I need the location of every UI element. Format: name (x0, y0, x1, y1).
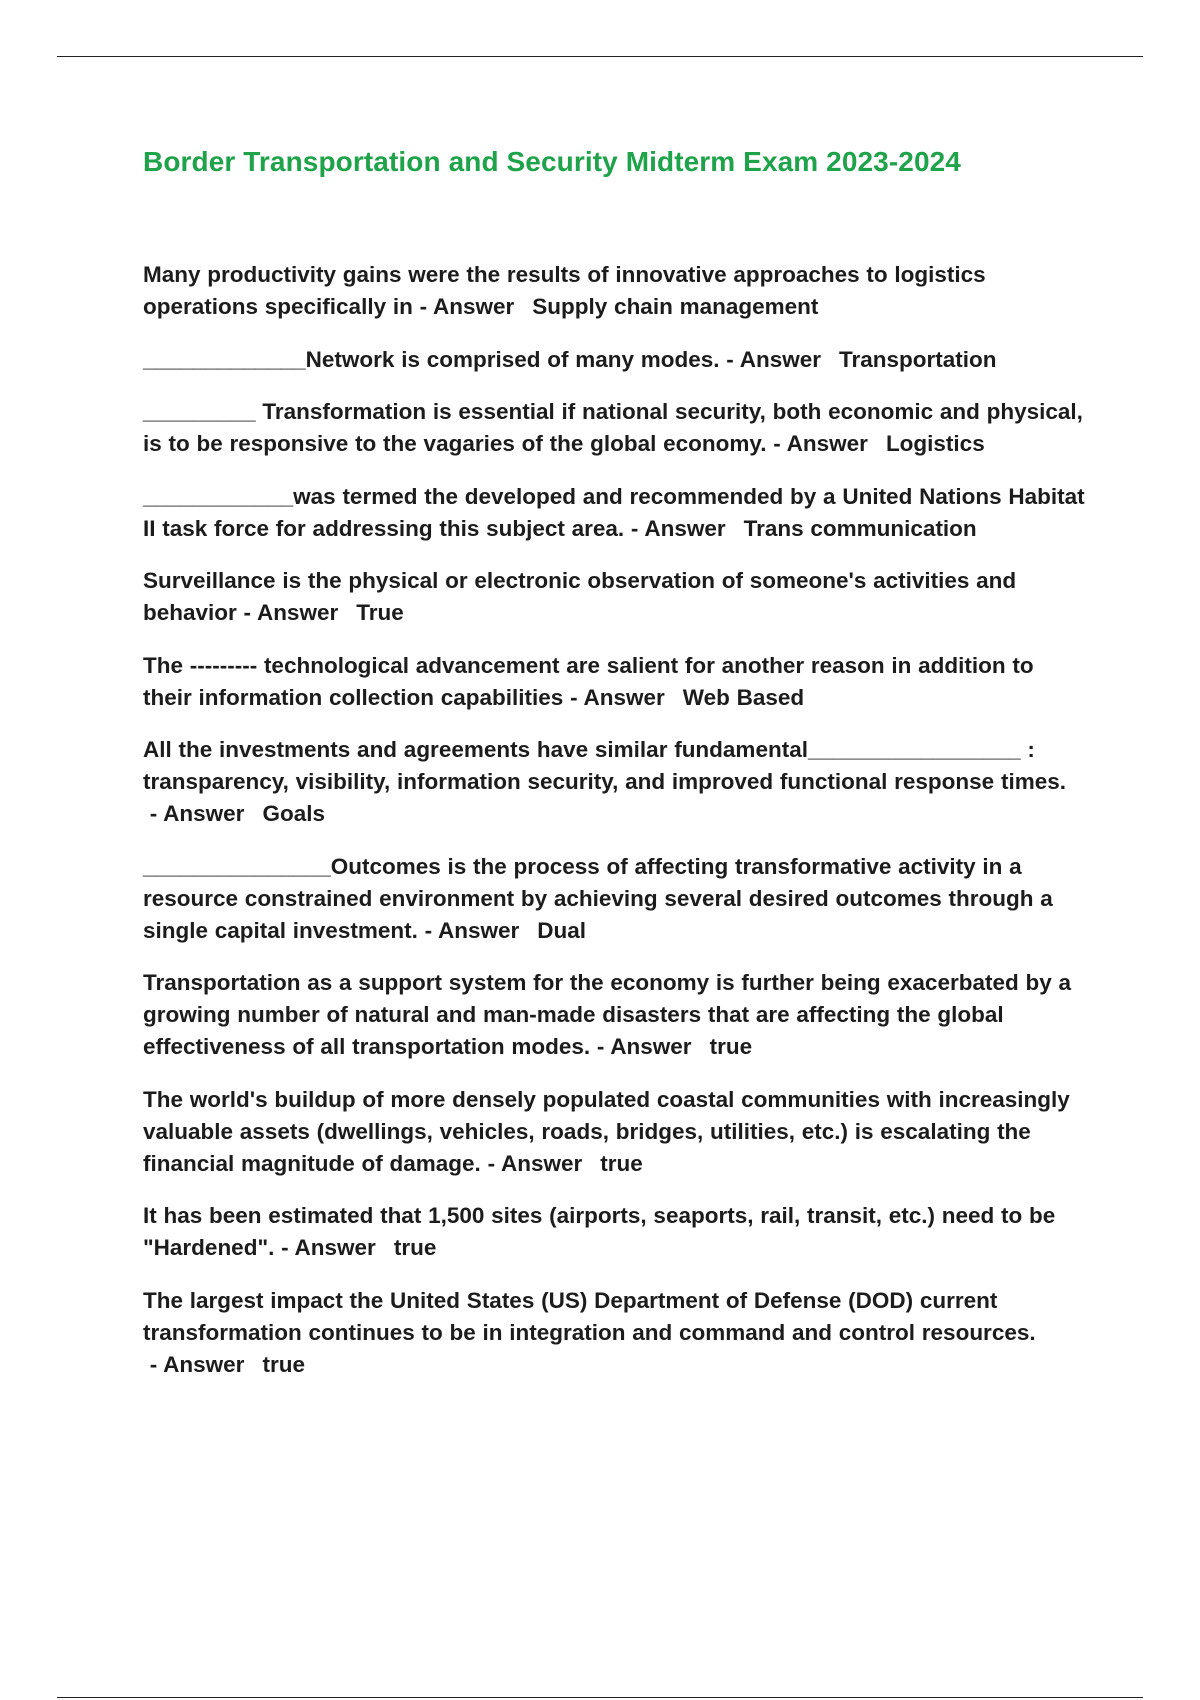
question-text: _____________Network is comprised of many modes. (143, 346, 720, 372)
answer-text: True (356, 600, 404, 625)
question-list (143, 259, 1088, 1401)
question-text: The largest impact the United States (US) Department of Defense (DOD) current transformation continues to be in integration and command and control resources. (143, 1287, 1036, 1345)
answer-text: true (709, 1034, 753, 1059)
answer-text: Transportation (839, 346, 997, 372)
answer-label: - Answer (624, 515, 733, 541)
answer-text: Goals (262, 801, 325, 826)
answer-label: - Answer (590, 1034, 699, 1059)
question-item (143, 259, 1088, 323)
bottom-divider (57, 1697, 1143, 1698)
question-item (143, 967, 1088, 1063)
question-text: All the investments and agreements have similar fundamental_________________ : transparency, visibility, information security, and improved functional response times. (143, 737, 1066, 794)
question-text: ____________was termed the developed and recommended by a United Nations Habitat II task force for addressing this subject area. (143, 483, 1085, 541)
answer-label: - Answer (143, 801, 252, 826)
question-item (143, 1285, 1088, 1381)
answer-text: true (600, 1150, 643, 1176)
answer-text: Web Based (682, 684, 805, 710)
question-text: Transportation as a support system for the economy is further being exacerbated by a growing number of natural and man-made disasters that are affecting the global effectiveness of all transportation modes. (143, 970, 1071, 1059)
question-item (143, 396, 1088, 460)
answer-text: Logistics (885, 431, 985, 456)
question-item (143, 344, 1088, 376)
question-item (143, 650, 1088, 714)
question-item (143, 565, 1088, 629)
question-text: It has been estimated that 1,500 sites (airports, seaports, rail, transit, etc.) need to be "Hardened". (143, 1203, 1056, 1260)
answer-text: true (393, 1235, 437, 1260)
question-text: The world's buildup of more densely populated coastal communities with increasingly valuable assets (dwellings, vehicles, roads, bridges, utilities, etc.) is escalating the financial magnitude of damage. (143, 1086, 1070, 1176)
question-item (143, 1084, 1088, 1180)
answer-label: - Answer (719, 346, 828, 372)
question-text: The --------- technological advancement are salient for another reason in addition to their information collection capabilities (143, 652, 1034, 710)
question-text: _________ Transformation is essential if national security, both economic and physical, is to be responsive to the vagaries of the global economy. (143, 399, 1083, 456)
question-item (143, 481, 1088, 545)
question-item (143, 851, 1088, 947)
answer-text: true (262, 1351, 305, 1377)
answer-label: - Answer (563, 684, 672, 710)
answer-label: - Answer (274, 1235, 383, 1260)
answer-label: - Answer (236, 600, 345, 625)
answer-label: - Answer (766, 431, 875, 456)
question-text: Surveillance is the physical or electronic observation of someone's activities and behavior (143, 568, 1017, 625)
page-title: Border Transportation and Security Midterm Exam 2023-2024 (143, 146, 961, 177)
question-text: _______________Outcomes is the process of affecting transformative activity in a resource constrained environment by achieving several desired outcomes through a single capital investment. (143, 853, 1053, 943)
answer-text: Trans communication (743, 515, 977, 541)
answer-label: - Answer (412, 294, 522, 319)
question-item (143, 1200, 1088, 1264)
top-divider (57, 56, 1143, 57)
question-item (143, 734, 1088, 830)
question-text: Many productivity gains were the results of innovative approaches to logistics operations specifically in (143, 262, 986, 319)
answer-label: - Answer (417, 917, 527, 943)
answer-text: Dual (537, 917, 587, 943)
answer-label: - Answer (480, 1150, 590, 1176)
answer-text: Supply chain management (532, 294, 819, 319)
answer-label: - Answer (143, 1351, 252, 1377)
